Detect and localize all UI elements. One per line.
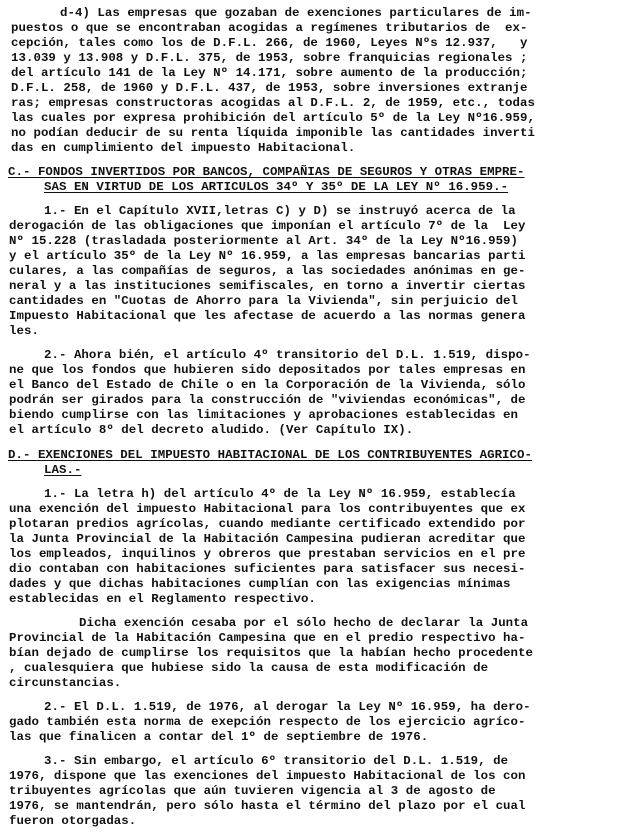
text-line: D.F.L. 258, de 1960 y D.F.L. 437, de 1953, sobre inversiones extranje — [11, 81, 528, 95]
text-line: Nº 15.228 (trasladada posteriormente al Art. 34º de la Ley Nº16.959) — [9, 234, 519, 249]
text-line: el Banco del Estado de Chile o en la Corporación de la Vivienda, sólo — [9, 378, 526, 393]
text-line: la Junta Provincial de la Habitación Campesina pudieran acreditar que — [9, 531, 526, 546]
text-line: una exención del impuesto Habitacional para los contribuyentes que ex — [9, 501, 526, 516]
heading-line: C.- FONDOS INVERTIDOS POR BANCOS, COMPAÑIAS DE SEGUROS Y OTRAS EMPRE- — [8, 165, 525, 180]
text-line: bían dejado de cumplirse los requisitos que la habían hecho procedente — [9, 645, 533, 660]
text-line: establecidas en el Reglamento respectivo. — [9, 591, 316, 606]
text-line: ras; empresas constructoras acogidas al D.F.L. 2, de 1959, etc., todas — [11, 96, 535, 110]
text-line: culares, a las compañías de seguros, a las sociedades anónimas en ge- — [9, 264, 526, 279]
text-line: 1976, dispone que las exenciones del impuesto Habitacional de los con — [9, 769, 526, 783]
text-line: Provincial de la Habitación Campesina que en el predio respectivo ha- — [9, 630, 526, 645]
text-line: das en cumplimiento del impuesto Habitacional. — [11, 141, 356, 155]
text-line: el artículo 8º del decreto aludido. (Ver Capítulo IX). — [9, 423, 414, 438]
text-line: biendo cumplirse con las limitaciones y aprobaciones establecidas en — [9, 408, 519, 423]
text-line: podrán ser girados para la construcción de "viviendas económicas", de — [9, 393, 526, 408]
text-line: neral y a las instituciones semifiscales, en torno a invertir ciertas — [9, 279, 526, 294]
text-line: Dicha exención cesaba por el sólo hecho de declarar la Junta — [79, 615, 529, 630]
text-line: dades y que dichas habitaciones cumplían con las exigencias mínimas — [9, 576, 511, 591]
text-line: ne que los fondos que hubieren sido depositados por tales empresas en — [9, 363, 526, 378]
heading-line: LAS.- — [44, 462, 82, 477]
text-line: los empleados, inquilinos y obreros que prestaban servicios en el pre — [9, 546, 526, 561]
text-line: cantidades en "Cuotas de Ahorro para la Vivienda", sin perjuicio del — [9, 294, 519, 309]
text-line: 1976, se mantendrán, pero sólo hasta el término del plazo por el cual — [9, 799, 526, 813]
text-line: , cualesquiera que hubiese sido la causa de esta modificación de — [9, 660, 489, 675]
text-line: circunstancias. — [9, 675, 122, 690]
text-line: 13.039 y 13.908 y D.F.L. 375, de 1953, sobre franquicias regionales ; — [11, 51, 528, 65]
text-line: 1.- En el Capítulo XVII,letras C) y D) se instruyó acerca de la — [44, 204, 516, 219]
text-line: plotaran predios agrícolas, cuando mediante certificado extendido por — [9, 516, 526, 531]
text-line: 2.- El D.L. 1.519, de 1976, al derogar la Ley Nº 16.959, ha dero- — [44, 699, 531, 714]
text-line: Impuesto Habitacional que les afectase de acuerdo a las normas genera — [9, 309, 526, 324]
heading-line: D.- EXENCIONES DEL IMPUESTO HABITACIONAL DE LOS CONTRIBUYENTES AGRICO- — [8, 447, 532, 462]
text-line: las que finalicen a contar del 1º de septiembre de 1976. — [9, 729, 429, 744]
text-line: gado también esta norma de exepción respecto de los ejercicio agríco- — [9, 714, 526, 729]
text-line: les. — [9, 324, 39, 339]
text-line: las cuales por expresa prohibición del artículo 5º de la Ley Nº16.959, — [11, 111, 535, 125]
text-line: 3.- Sin embargo, el artículo 6º transitorio del D.L. 1.519, de — [44, 754, 509, 768]
text-line: dio contaban con habitaciones suficientes para satisfacer sus necesi- — [9, 561, 526, 576]
text-line: 1.- La letra h) del artículo 4º de la Ley Nº 16.959, establecía — [44, 486, 516, 501]
text-line: del artículo 141 de la Ley Nº 14.171, sobre aumento de la producción; — [11, 66, 528, 80]
text-line: tribuyentes agrícolas que aún tuvieren vigencia al 3 de agosto de — [9, 784, 496, 798]
heading-line: SAS EN VIRTUD DE LOS ARTICULOS 34º Y 35º DE LA LEY Nº 16.959.- — [44, 180, 509, 195]
text-line: puestos o que se encontraban acogidas a regímenes tributarios de ex- — [11, 21, 528, 35]
text-line: y el artículo 35º de la Ley Nº 16.959, a las empresas bancarias parti — [9, 249, 526, 264]
text-line: fueron otorgadas. — [9, 814, 137, 828]
text-line: d-4) Las empresas que gozaban de exenciones particulares de im- — [60, 6, 532, 20]
text-line: no podían deducir de su renta líquida imponible las cantidades inverti — [11, 126, 535, 140]
text-line: derogación de las obligaciones que imponían el artículo 7º de la Ley — [9, 219, 526, 234]
text-line: 2.- Ahora bién, el artículo 4º transitorio del D.L. 1.519, dispo- — [44, 348, 531, 363]
text-line: cepción, tales como los de D.F.L. 266, de 1960, Leyes Nºs 12.937, y — [11, 36, 528, 50]
